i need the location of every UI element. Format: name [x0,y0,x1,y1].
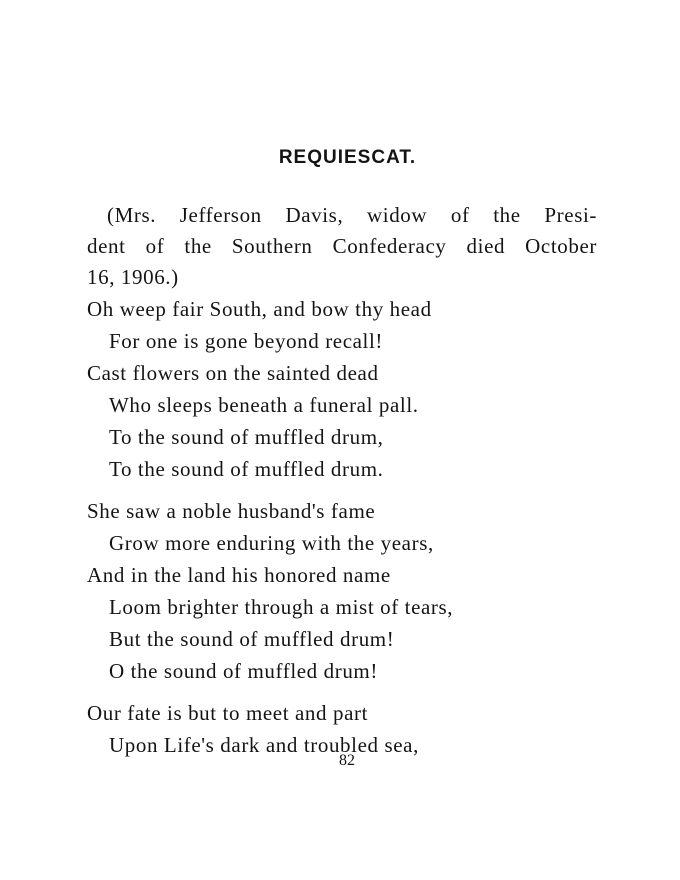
verse-line: But the sound of muffled drum! [109,627,395,651]
dedication-note [87,200,597,293]
page-number: 82 [339,752,355,769]
verse-line: Upon Life's dark and troubled sea, [109,733,419,757]
verse-line: Our fate is but to meet and part [87,701,369,725]
verse-line: And in the land his honored name [87,563,391,587]
verse-line: For one is gone beyond recall! [109,329,384,353]
verse-line: Loom brighter through a mist of tears, [109,595,454,619]
verse-line: O the sound of muffled drum! [109,659,378,683]
poem-title: REQUIESCAT. [278,147,417,168]
verse-line: Oh weep fair South, and bow thy head [87,297,432,321]
note-line: 16, 1906.) [87,265,179,289]
verse-line: Who sleeps beneath a funeral pall. [109,393,419,417]
note-line: dent of the Southern Confederacy died October [87,234,597,258]
verse-line: She saw a noble husband's fame [87,499,376,523]
poem-body [87,200,597,761]
verse-line: To the sound of muffled drum, [109,425,384,449]
stanza-2 [87,495,597,687]
note-line: (Mrs. Jefferson Davis, widow of the Presi- [107,203,597,227]
verse-line: Cast flowers on the sainted dead [87,361,379,385]
verse-line: To the sound of muffled drum. [109,457,384,481]
verse-line: Grow more enduring with the years, [109,531,434,555]
stanza-1 [87,293,597,485]
